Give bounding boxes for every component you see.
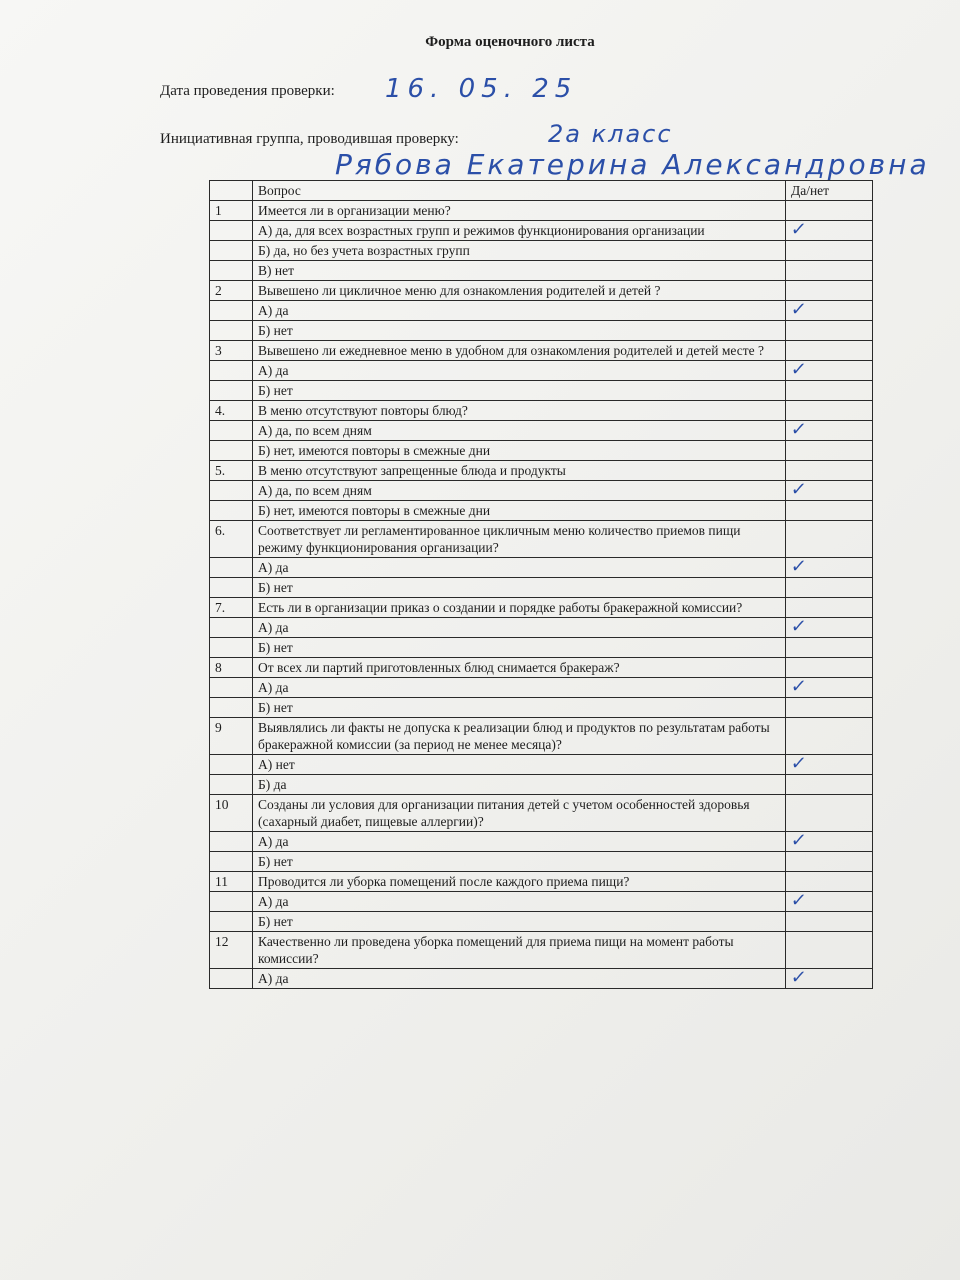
option-text: Б) да bbox=[253, 775, 786, 795]
option-text: А) да bbox=[253, 892, 786, 912]
question-row bbox=[210, 401, 873, 421]
group-handwritten: 2а класс bbox=[548, 120, 673, 148]
answer-cell bbox=[786, 775, 873, 795]
row-number bbox=[210, 638, 253, 658]
group-label: Инициативная группа, проводившая проверку: bbox=[160, 131, 459, 147]
row-number: 9 bbox=[210, 718, 253, 755]
question-row bbox=[210, 598, 873, 618]
answer-cell bbox=[786, 361, 873, 381]
option-row bbox=[210, 755, 873, 775]
question-row bbox=[210, 658, 873, 678]
row-number bbox=[210, 381, 253, 401]
option-text: А) да, по всем дням bbox=[253, 421, 786, 441]
answer-cell bbox=[786, 795, 873, 832]
option-row bbox=[210, 852, 873, 872]
question-text: От всех ли партий приготовленных блюд снимается бракераж? bbox=[253, 658, 786, 678]
option-text: Б) да, но без учета возрастных групп bbox=[253, 241, 786, 261]
option-text: Б) нет, имеются повторы в смежные дни bbox=[253, 501, 786, 521]
question-text: В меню отсутствуют повторы блюд? bbox=[253, 401, 786, 421]
check-mark-icon: ✓ bbox=[789, 967, 808, 988]
answer-cell bbox=[786, 872, 873, 892]
header-question: Вопрос bbox=[253, 181, 786, 201]
answer-cell bbox=[786, 481, 873, 501]
answer-cell bbox=[786, 261, 873, 281]
option-row bbox=[210, 241, 873, 261]
option-row bbox=[210, 421, 873, 441]
inspector-name-handwritten: Рябова Екатерина Александровна bbox=[335, 148, 930, 181]
option-text: Б) нет bbox=[253, 852, 786, 872]
answer-cell bbox=[786, 461, 873, 481]
option-text: А) да, по всем дням bbox=[253, 481, 786, 501]
row-number: 3 bbox=[210, 341, 253, 361]
question-text: Созданы ли условия для организации питания детей с учетом особенностей здоровья (сахарный диабет, пищевые аллергии)? bbox=[253, 795, 786, 832]
answer-cell bbox=[786, 201, 873, 221]
row-number bbox=[210, 912, 253, 932]
option-row bbox=[210, 678, 873, 698]
option-text: А) нет bbox=[253, 755, 786, 775]
row-number: 7. bbox=[210, 598, 253, 618]
option-text: Б) нет bbox=[253, 321, 786, 341]
question-row bbox=[210, 718, 873, 755]
option-text: А) да bbox=[253, 558, 786, 578]
check-mark-icon: ✓ bbox=[789, 219, 808, 240]
question-text: В меню отсутствуют запрещенные блюда и продукты bbox=[253, 461, 786, 481]
answer-cell bbox=[786, 852, 873, 872]
option-text: Б) нет bbox=[253, 912, 786, 932]
option-text: Б) нет bbox=[253, 381, 786, 401]
row-number bbox=[210, 698, 253, 718]
answer-cell bbox=[786, 892, 873, 912]
row-number: 12 bbox=[210, 932, 253, 969]
option-text: В) нет bbox=[253, 261, 786, 281]
row-number bbox=[210, 261, 253, 281]
row-number bbox=[210, 755, 253, 775]
date-handwritten: 16. 05. 25 bbox=[385, 74, 578, 104]
row-number bbox=[210, 361, 253, 381]
option-row bbox=[210, 361, 873, 381]
form-title: Форма оценочного листа bbox=[425, 34, 595, 50]
option-row bbox=[210, 892, 873, 912]
answer-cell bbox=[786, 321, 873, 341]
row-number bbox=[210, 441, 253, 461]
option-row bbox=[210, 638, 873, 658]
row-number bbox=[210, 501, 253, 521]
question-row bbox=[210, 521, 873, 558]
answer-cell bbox=[786, 381, 873, 401]
question-row bbox=[210, 872, 873, 892]
option-text: А) да bbox=[253, 832, 786, 852]
row-number bbox=[210, 321, 253, 341]
option-row bbox=[210, 221, 873, 241]
answer-cell bbox=[786, 421, 873, 441]
answer-cell bbox=[786, 755, 873, 775]
answer-cell bbox=[786, 241, 873, 261]
row-number: 4. bbox=[210, 401, 253, 421]
option-row bbox=[210, 832, 873, 852]
option-row bbox=[210, 381, 873, 401]
row-number bbox=[210, 969, 253, 989]
answer-cell bbox=[786, 521, 873, 558]
answer-cell bbox=[786, 698, 873, 718]
answer-cell bbox=[786, 598, 873, 618]
option-row bbox=[210, 698, 873, 718]
check-mark-icon: ✓ bbox=[789, 419, 808, 440]
option-row bbox=[210, 441, 873, 461]
row-number bbox=[210, 832, 253, 852]
option-row bbox=[210, 969, 873, 989]
row-number bbox=[210, 578, 253, 598]
answer-cell bbox=[786, 832, 873, 852]
row-number: 6. bbox=[210, 521, 253, 558]
option-row bbox=[210, 481, 873, 501]
option-text: А) да bbox=[253, 301, 786, 321]
row-number bbox=[210, 892, 253, 912]
answer-cell bbox=[786, 401, 873, 421]
option-text: А) да bbox=[253, 361, 786, 381]
row-number bbox=[210, 678, 253, 698]
question-row bbox=[210, 932, 873, 969]
date-label: Дата проведения проверки: bbox=[160, 83, 335, 99]
header-num bbox=[210, 181, 253, 201]
answer-cell bbox=[786, 618, 873, 638]
row-number bbox=[210, 301, 253, 321]
answer-cell bbox=[786, 501, 873, 521]
row-number: 1 bbox=[210, 201, 253, 221]
option-text: Б) нет bbox=[253, 578, 786, 598]
answer-cell bbox=[786, 932, 873, 969]
check-mark-icon: ✓ bbox=[789, 830, 808, 851]
answer-cell bbox=[786, 341, 873, 361]
option-row bbox=[210, 261, 873, 281]
row-number bbox=[210, 221, 253, 241]
answer-cell bbox=[786, 578, 873, 598]
check-mark-icon: ✓ bbox=[789, 616, 808, 637]
option-row bbox=[210, 558, 873, 578]
row-number bbox=[210, 852, 253, 872]
answer-cell bbox=[786, 969, 873, 989]
question-text: Качественно ли проведена уборка помещений для приема пищи на момент работы комиссии? bbox=[253, 932, 786, 969]
row-number bbox=[210, 775, 253, 795]
option-text: А) да bbox=[253, 618, 786, 638]
check-mark-icon: ✓ bbox=[789, 753, 808, 774]
option-text: Б) нет, имеются повторы в смежные дни bbox=[253, 441, 786, 461]
answer-cell bbox=[786, 281, 873, 301]
answer-cell bbox=[786, 678, 873, 698]
row-number: 8 bbox=[210, 658, 253, 678]
evaluation-table bbox=[209, 180, 873, 989]
option-row bbox=[210, 775, 873, 795]
question-row bbox=[210, 461, 873, 481]
question-text: Есть ли в организации приказ о создании и порядке работы бракеражной комиссии? bbox=[253, 598, 786, 618]
question-text: Выявлялись ли факты не допуска к реализации блюд и продуктов по результатам работы бракеражной комиссии (за период не менее месяца)? bbox=[253, 718, 786, 755]
answer-cell bbox=[786, 718, 873, 755]
check-mark-icon: ✓ bbox=[789, 299, 808, 320]
question-text: Имеется ли в организации меню? bbox=[253, 201, 786, 221]
check-mark-icon: ✓ bbox=[789, 479, 808, 500]
question-row bbox=[210, 201, 873, 221]
question-text: Вывешено ли цикличное меню для ознакомления родителей и детей ? bbox=[253, 281, 786, 301]
row-number: 5. bbox=[210, 461, 253, 481]
answer-cell bbox=[786, 558, 873, 578]
option-text: А) да bbox=[253, 678, 786, 698]
check-mark-icon: ✓ bbox=[789, 890, 808, 911]
answer-cell bbox=[786, 441, 873, 461]
table-header-row bbox=[210, 181, 873, 201]
answer-cell bbox=[786, 912, 873, 932]
check-mark-icon: ✓ bbox=[789, 676, 808, 697]
option-text: А) да bbox=[253, 969, 786, 989]
question-row bbox=[210, 341, 873, 361]
row-number: 11 bbox=[210, 872, 253, 892]
question-row bbox=[210, 281, 873, 301]
row-number: 10 bbox=[210, 795, 253, 832]
answer-cell bbox=[786, 221, 873, 241]
check-mark-icon: ✓ bbox=[789, 556, 808, 577]
row-number bbox=[210, 241, 253, 261]
header-answer: Да/нет bbox=[786, 181, 873, 201]
question-text: Соответствует ли регламентированное цикличным меню количество приемов пищи режиму функционирования организации? bbox=[253, 521, 786, 558]
row-number bbox=[210, 481, 253, 501]
answer-cell bbox=[786, 658, 873, 678]
option-row bbox=[210, 321, 873, 341]
option-row bbox=[210, 618, 873, 638]
option-text: Б) нет bbox=[253, 638, 786, 658]
check-mark-icon: ✓ bbox=[789, 359, 808, 380]
option-row bbox=[210, 501, 873, 521]
option-text: Б) нет bbox=[253, 698, 786, 718]
row-number bbox=[210, 558, 253, 578]
row-number bbox=[210, 618, 253, 638]
option-row bbox=[210, 301, 873, 321]
question-text: Вывешено ли ежедневное меню в удобном для ознакомления родителей и детей месте ? bbox=[253, 341, 786, 361]
option-row bbox=[210, 578, 873, 598]
option-text: А) да, для всех возрастных групп и режимов функционирования организации bbox=[253, 221, 786, 241]
row-number bbox=[210, 421, 253, 441]
table-body bbox=[210, 201, 873, 989]
option-row bbox=[210, 912, 873, 932]
answer-cell bbox=[786, 638, 873, 658]
question-row bbox=[210, 795, 873, 832]
row-number: 2 bbox=[210, 281, 253, 301]
answer-cell bbox=[786, 301, 873, 321]
question-text: Проводится ли уборка помещений после каждого приема пищи? bbox=[253, 872, 786, 892]
